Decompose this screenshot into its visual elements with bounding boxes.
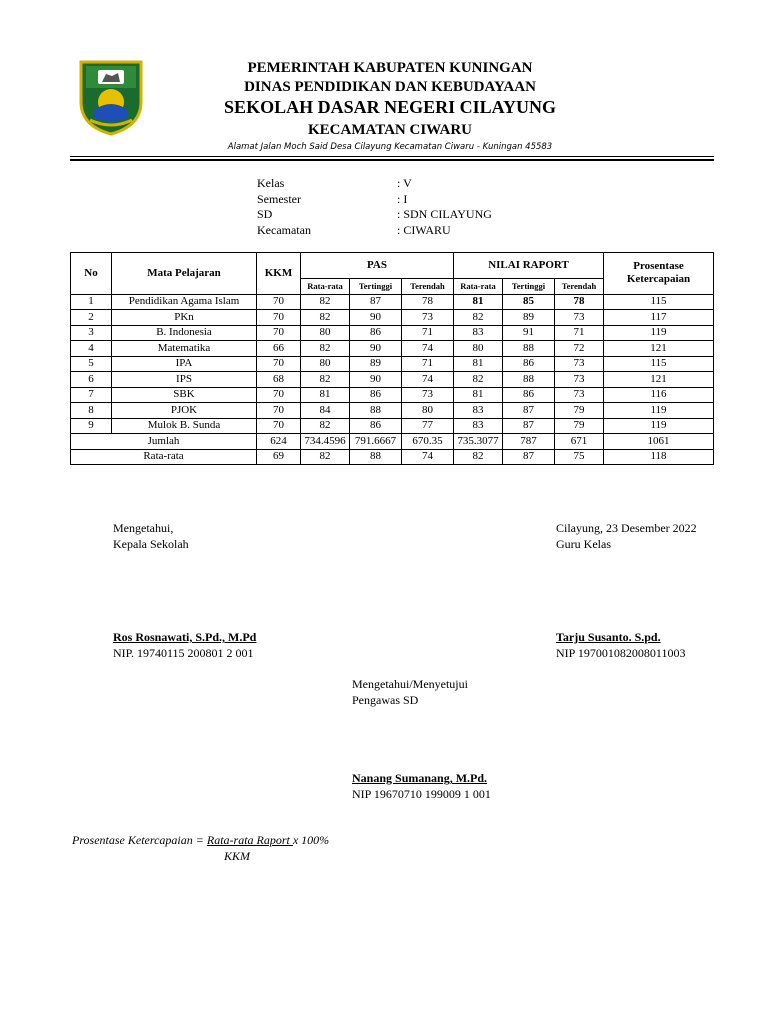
signature-center-nip: NIP 19670710 199009 1 001	[352, 787, 491, 801]
cell-no: 7	[71, 387, 112, 403]
cell-no: 3	[71, 325, 112, 341]
cell-no: 8	[71, 403, 112, 419]
cell-subject: B. Indonesia	[112, 325, 257, 341]
cell-subject: IPS	[112, 372, 257, 388]
cell-pas-avg: 82	[301, 372, 350, 388]
signature-left-nip: NIP. 19740115 200801 2 001	[113, 646, 254, 660]
cell-subject: Mulok B. Sunda	[112, 418, 257, 434]
cell-raport-max: 87	[503, 403, 555, 419]
header-school-name: SEKOLAH DASAR NEGERI CILAYUNG	[224, 97, 556, 117]
cell-pas-min: 74	[402, 341, 454, 357]
cell-percent: 119	[604, 325, 714, 341]
grades-table	[70, 252, 714, 465]
formula-numerator: Rata-rata Raport	[206, 833, 293, 847]
cell-pas-min: 78	[402, 294, 454, 310]
cell-kkm: 70	[257, 403, 301, 419]
cell-raport-max: 85	[503, 294, 555, 310]
table-row	[71, 403, 714, 419]
formula-denominator: KKM	[224, 849, 251, 863]
cell-pas-avg: 82	[301, 294, 350, 310]
header-divider-thin	[70, 156, 714, 157]
cell-raport-min: 73	[555, 310, 604, 326]
info-label: SD	[257, 207, 273, 221]
table-row	[71, 372, 714, 388]
cell-raport-avg: 82	[454, 449, 503, 465]
signature-center-name: Nanang Sumanang, M.Pd.	[352, 771, 488, 785]
cell-raport-max: 88	[503, 372, 555, 388]
cell-average-label: Rata-rata	[71, 449, 257, 465]
info-row-semester	[257, 191, 407, 207]
formula-prefix: Prosentase Ketercapaian =	[72, 833, 207, 847]
signature-center-block	[352, 676, 468, 708]
cell-pas-max: 90	[350, 372, 402, 388]
cell-raport-min: 73	[555, 387, 604, 403]
cell-raport-avg: 81	[454, 356, 503, 372]
table-row	[71, 341, 714, 357]
cell-kkm: 624	[257, 434, 301, 450]
cell-pas-max: 88	[350, 403, 402, 419]
info-value: : CIWARU	[397, 223, 451, 237]
cell-raport-min: 75	[555, 449, 604, 465]
info-label: Kelas	[257, 176, 285, 190]
table-row-total	[71, 434, 714, 450]
cell-pas-max: 86	[350, 387, 402, 403]
cell-pas-avg: 82	[301, 310, 350, 326]
cell-pas-avg: 82	[301, 449, 350, 465]
cell-pas-min: 77	[402, 418, 454, 434]
header-department: DINAS PENDIDIKAN DAN KEBUDAYAAN	[244, 79, 536, 95]
cell-pas-max: 90	[350, 341, 402, 357]
cell-kkm: 70	[257, 356, 301, 372]
cell-no: 1	[71, 294, 112, 310]
cell-raport-avg: 82	[454, 372, 503, 388]
header-pas-max: Tertinggi	[350, 279, 402, 295]
header-district: KECAMATAN CIWARU	[307, 122, 473, 138]
cell-raport-min: 73	[555, 356, 604, 372]
cell-pas-min: 71	[402, 325, 454, 341]
cell-kkm: 70	[257, 294, 301, 310]
signature-center-line1: Mengetahui/Menyetujui	[352, 677, 468, 691]
info-row-sd	[257, 206, 492, 222]
cell-pas-max: 791.6667	[350, 434, 402, 450]
cell-percent: 119	[604, 403, 714, 419]
cell-raport-avg: 82	[454, 310, 503, 326]
cell-raport-avg: 83	[454, 403, 503, 419]
cell-raport-max: 86	[503, 356, 555, 372]
signature-left-name-block	[113, 629, 256, 661]
cell-pas-min: 80	[402, 403, 454, 419]
header-kkm: KKM	[257, 253, 301, 295]
cell-raport-min: 78	[555, 294, 604, 310]
cell-kkm: 70	[257, 418, 301, 434]
cell-raport-min: 671	[555, 434, 604, 450]
cell-pas-max: 86	[350, 418, 402, 434]
info-value: : SDN CILAYUNG	[397, 207, 492, 221]
cell-pas-max: 88	[350, 449, 402, 465]
cell-no: 9	[71, 418, 112, 434]
cell-pas-avg: 84	[301, 403, 350, 419]
cell-pas-avg: 734.4596	[301, 434, 350, 450]
signature-right-line1: Cilayung, 23 Desember 2022	[556, 521, 697, 535]
cell-kkm: 69	[257, 449, 301, 465]
table-row	[71, 325, 714, 341]
info-label: Semester	[257, 192, 301, 206]
table-row	[71, 356, 714, 372]
header-nilai-raport: NILAI RAPORT	[454, 253, 604, 279]
header-percent: Prosentase Ketercapaian	[604, 253, 714, 295]
signature-left-line1: Mengetahui,	[113, 521, 174, 535]
header-address: Alamat Jalan Moch Said Desa Cilayung Kecamatan Ciwaru - Kuningan 45583	[227, 142, 553, 152]
cell-no: 6	[71, 372, 112, 388]
cell-percent: 1061	[604, 434, 714, 450]
cell-pas-avg: 81	[301, 387, 350, 403]
signature-right-line2: Guru Kelas	[556, 537, 611, 551]
cell-subject: Pendidikan Agama Islam	[112, 294, 257, 310]
header-pas-min: Terendah	[402, 279, 454, 295]
cell-no: 5	[71, 356, 112, 372]
signature-right-nip: NIP 197001082008011003	[556, 646, 686, 660]
cell-pas-min: 73	[402, 310, 454, 326]
cell-raport-max: 91	[503, 325, 555, 341]
cell-percent: 115	[604, 356, 714, 372]
signature-center-line2: Pengawas SD	[352, 693, 419, 707]
header-pas: PAS	[301, 253, 454, 279]
cell-no: 2	[71, 310, 112, 326]
cell-pas-min: 670.35	[402, 434, 454, 450]
signature-right-name-block	[556, 629, 685, 661]
cell-raport-avg: 83	[454, 418, 503, 434]
cell-subject: IPA	[112, 356, 257, 372]
signature-left-block	[113, 520, 189, 552]
cell-kkm: 70	[257, 387, 301, 403]
info-value: : V	[397, 176, 412, 190]
header-pas-avg: Rata-rata	[301, 279, 350, 295]
header-raport-max: Tertinggi	[503, 279, 555, 295]
table-row-average	[71, 449, 714, 465]
signature-right-name: Tarju Susanto. S.pd.	[556, 630, 661, 644]
cell-percent: 115	[604, 294, 714, 310]
cell-raport-max: 88	[503, 341, 555, 357]
cell-pas-min: 74	[402, 372, 454, 388]
cell-pas-avg: 82	[301, 418, 350, 434]
cell-kkm: 66	[257, 341, 301, 357]
cell-raport-avg: 81	[454, 387, 503, 403]
header-raport-min: Terendah	[555, 279, 604, 295]
cell-subject: PJOK	[112, 403, 257, 419]
info-value: : I	[397, 192, 408, 206]
cell-raport-min: 71	[555, 325, 604, 341]
cell-raport-max: 87	[503, 449, 555, 465]
formula-note	[72, 832, 329, 864]
table-row	[71, 387, 714, 403]
cell-kkm: 70	[257, 310, 301, 326]
table-row	[71, 310, 714, 326]
cell-raport-min: 72	[555, 341, 604, 357]
cell-raport-max: 87	[503, 418, 555, 434]
header-raport-avg: Rata-rata	[454, 279, 503, 295]
cell-pas-max: 90	[350, 310, 402, 326]
kabupaten-logo	[76, 58, 146, 136]
cell-pas-max: 87	[350, 294, 402, 310]
cell-subject: PKn	[112, 310, 257, 326]
cell-raport-min: 79	[555, 418, 604, 434]
cell-subject: SBK	[112, 387, 257, 403]
cell-pas-avg: 80	[301, 325, 350, 341]
signature-left-line2: Kepala Sekolah	[113, 537, 189, 551]
info-row-kelas	[257, 175, 412, 191]
info-row-kecamatan	[257, 222, 451, 238]
cell-pas-avg: 82	[301, 341, 350, 357]
cell-kkm: 70	[257, 325, 301, 341]
cell-raport-max: 89	[503, 310, 555, 326]
cell-raport-avg: 83	[454, 325, 503, 341]
cell-raport-avg: 80	[454, 341, 503, 357]
cell-raport-avg: 735.3077	[454, 434, 503, 450]
signature-right-block	[556, 520, 697, 552]
cell-raport-max: 787	[503, 434, 555, 450]
cell-pas-avg: 80	[301, 356, 350, 372]
cell-percent: 118	[604, 449, 714, 465]
cell-pas-min: 74	[402, 449, 454, 465]
cell-percent: 117	[604, 310, 714, 326]
header-no: No	[71, 253, 112, 295]
cell-total-label: Jumlah	[71, 434, 257, 450]
table-row	[71, 418, 714, 434]
cell-subject: Matematika	[112, 341, 257, 357]
cell-raport-avg: 81	[454, 294, 503, 310]
cell-percent: 116	[604, 387, 714, 403]
cell-raport-min: 79	[555, 403, 604, 419]
signature-center-name-block	[352, 770, 491, 802]
signature-left-name: Ros Rosnawati, S.Pd., M.Pd	[113, 630, 257, 644]
info-label: Kecamatan	[257, 223, 311, 237]
cell-percent: 121	[604, 372, 714, 388]
cell-pas-min: 71	[402, 356, 454, 372]
cell-pas-min: 73	[402, 387, 454, 403]
table-row	[71, 294, 714, 310]
cell-kkm: 68	[257, 372, 301, 388]
cell-raport-min: 73	[555, 372, 604, 388]
cell-percent: 119	[604, 418, 714, 434]
cell-pas-max: 86	[350, 325, 402, 341]
header-divider-thick	[70, 159, 714, 161]
cell-no: 4	[71, 341, 112, 357]
cell-percent: 121	[604, 341, 714, 357]
cell-pas-max: 89	[350, 356, 402, 372]
header-government: PEMERINTAH KABUPATEN KUNINGAN	[247, 60, 533, 76]
cell-raport-max: 86	[503, 387, 555, 403]
header-subject: Mata Pelajaran	[112, 253, 257, 295]
formula-suffix: x 100%	[292, 833, 330, 847]
